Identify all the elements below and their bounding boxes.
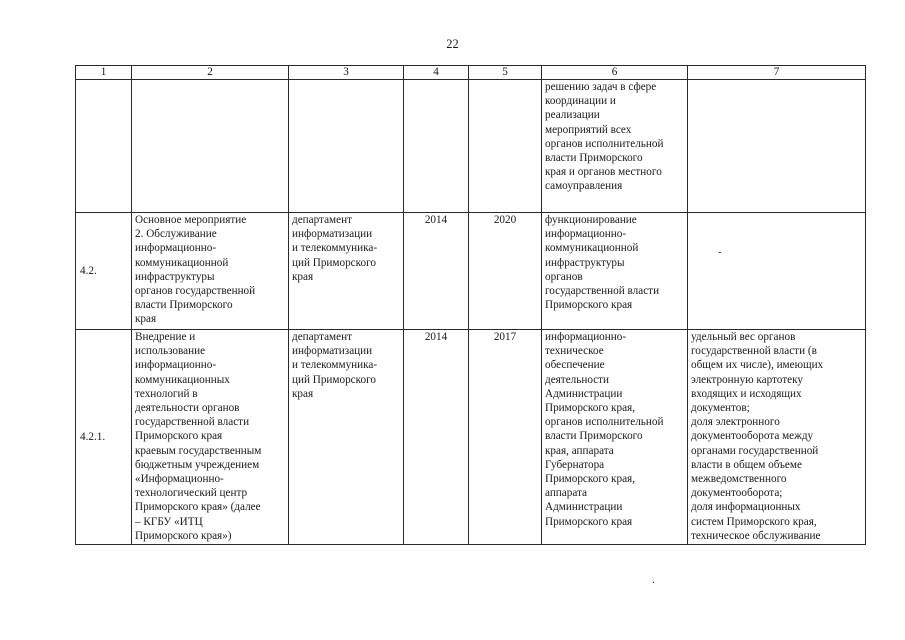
table-row xyxy=(76,80,866,213)
column-header: 3 xyxy=(289,66,404,80)
indicator-cell xyxy=(688,213,866,330)
end-year-cell xyxy=(469,80,542,213)
row-number xyxy=(76,80,132,213)
result-cell: функционирование информационно- коммуникационной инфраструктуры органов государственной власти Приморского края xyxy=(542,213,688,330)
stray-dash-mark: - xyxy=(718,246,722,258)
start-year-cell: 2014 xyxy=(404,213,469,330)
activity-cell: Основное мероприятие 2. Обслуживание информационно- коммуникационной инфраструктуры органов государственной власти Приморского края xyxy=(132,213,289,330)
table-row xyxy=(76,213,866,330)
column-header: 2 xyxy=(132,66,289,80)
column-header: 6 xyxy=(542,66,688,80)
start-year-cell: 2014 xyxy=(404,330,469,545)
program-table xyxy=(75,65,866,545)
row-number: 4.2. xyxy=(76,213,132,330)
executor-cell xyxy=(289,80,404,213)
column-header: 4 xyxy=(404,66,469,80)
indicator-cell: удельный вес органов государственной власти (в общем их числе), имеющих электронную картотеку входящих и исходящих документов; доля электронного документооборота между органами государственной власти в общем объеме межведомственного документооборота; доля информационных систем Приморского края, техническое обслуживание xyxy=(688,330,866,545)
page-number: 22 xyxy=(446,37,459,51)
column-header: 5 xyxy=(469,66,542,80)
column-header: 1 xyxy=(76,66,132,80)
end-year-cell: 2020 xyxy=(469,213,542,330)
end-year-cell: 2017 xyxy=(469,330,542,545)
executor-cell: департамент информатизации и телекоммуника- ций Приморского края xyxy=(289,330,404,545)
start-year-cell xyxy=(404,80,469,213)
result-cell: решению задач в сфере координации и реализации мероприятий всех органов исполнительной власти Приморского края и органов местного самоуправления xyxy=(542,80,688,213)
column-header: 7 xyxy=(688,66,866,80)
indicator-cell xyxy=(688,80,866,213)
executor-cell: департамент информатизации и телекоммуника- ций Приморского края xyxy=(289,213,404,330)
header-row xyxy=(76,66,866,80)
result-cell: информационно- техническое обеспечение деятельности Администрации Приморского края, органов исполнительной власти Приморского края, аппарата Губернатора Приморского края, аппарата Администрации Приморского края xyxy=(542,330,688,545)
activity-cell xyxy=(132,80,289,213)
row-number: 4.2.1. xyxy=(76,330,132,545)
stray-dot-mark: . xyxy=(652,574,655,586)
activity-cell: Внедрение и использование информационно- коммуникационных технологий в деятельности органов государственной власти Приморского края краевым государственным бюджетным учреждением «Информационно- технологический центр Приморского края» (далее – КГБУ «ИТЦ Приморского края») xyxy=(132,330,289,545)
table-row xyxy=(76,330,866,545)
